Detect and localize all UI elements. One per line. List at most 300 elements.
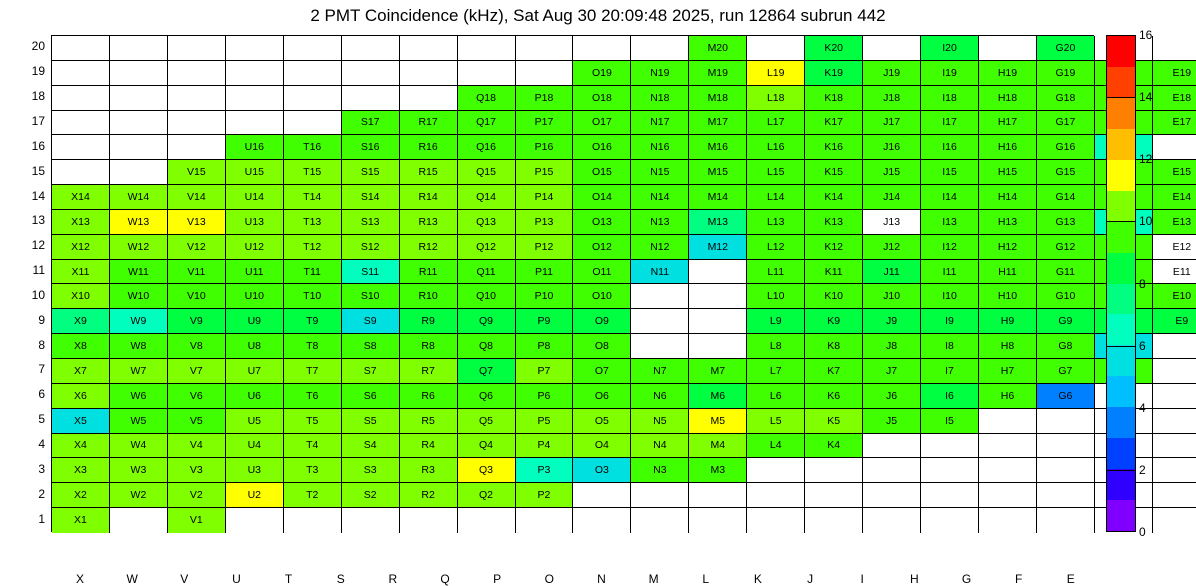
colorbar-tick-label: 4 bbox=[1139, 400, 1146, 415]
heatmap-cell-k5: K5 bbox=[805, 409, 863, 434]
heatmap-cell-i19: I19 bbox=[921, 61, 979, 86]
heatmap-cell-g9: G9 bbox=[1037, 309, 1095, 334]
heatmap-cell-x8: X8 bbox=[52, 334, 110, 359]
heatmap-cell-v1: V1 bbox=[168, 508, 226, 533]
heatmap-cell-n16: N16 bbox=[631, 135, 689, 160]
heatmap-cell-x12: X12 bbox=[52, 235, 110, 260]
heatmap-cell-empty bbox=[168, 61, 226, 86]
heatmap-cell-p8: P8 bbox=[516, 334, 574, 359]
heatmap-cell-k7: K7 bbox=[805, 359, 863, 384]
heatmap-cell-v5: V5 bbox=[168, 409, 226, 434]
heatmap-cell-t13: T13 bbox=[284, 210, 342, 235]
heatmap-cell-empty bbox=[1153, 135, 1196, 160]
heatmap-cell-empty bbox=[747, 508, 805, 533]
heatmap-cell-h14: H14 bbox=[979, 185, 1037, 210]
heatmap-cell-k12: K12 bbox=[805, 235, 863, 260]
heatmap-cell-empty bbox=[805, 483, 863, 508]
heatmap-cell-empty bbox=[979, 434, 1037, 459]
y-axis-tick-label: 18 bbox=[31, 89, 45, 104]
heatmap-cell-v13: V13 bbox=[168, 210, 226, 235]
heatmap-cell-e17: E17 bbox=[1153, 111, 1196, 136]
heatmap-cell-q17: Q17 bbox=[458, 111, 516, 136]
chart-title: 2 PMT Coincidence (kHz), Sat Aug 30 20:09:48 2025, run 12864 subrun 442 bbox=[310, 6, 886, 25]
heatmap-cell-e12: E12 bbox=[1153, 235, 1196, 260]
heatmap-cell-m16: M16 bbox=[689, 135, 747, 160]
y-axis-tick-label: 16 bbox=[31, 138, 45, 153]
heatmap-cell-u14: U14 bbox=[226, 185, 284, 210]
heatmap-cell-empty bbox=[863, 434, 921, 459]
x-axis-tick-label: I bbox=[860, 572, 864, 586]
heatmap-cell-empty bbox=[631, 483, 689, 508]
heatmap-cell-empty bbox=[921, 434, 979, 459]
heatmap-cell-empty bbox=[168, 36, 226, 61]
heatmap-row bbox=[52, 409, 1093, 434]
heatmap-cell-k6: K6 bbox=[805, 384, 863, 409]
heatmap-cell-q14: Q14 bbox=[458, 185, 516, 210]
heatmap-cell-u3: U3 bbox=[226, 458, 284, 483]
heatmap-cell-p14: P14 bbox=[516, 185, 574, 210]
heatmap-cell-n12: N12 bbox=[631, 235, 689, 260]
heatmap-cell-empty bbox=[805, 458, 863, 483]
heatmap-cell-r7: R7 bbox=[400, 359, 458, 384]
x-axis-tick-label: F bbox=[1014, 572, 1023, 586]
heatmap-row bbox=[52, 359, 1093, 384]
heatmap-cell-n17: N17 bbox=[631, 111, 689, 136]
heatmap-cell-k13: K13 bbox=[805, 210, 863, 235]
heatmap-cell-empty bbox=[458, 61, 516, 86]
heatmap-cell-m15: M15 bbox=[689, 160, 747, 185]
heatmap-cell-empty bbox=[52, 86, 110, 111]
heatmap-cell-h8: H8 bbox=[979, 334, 1037, 359]
y-axis-tick-label: 5 bbox=[38, 412, 45, 427]
heatmap-cell-o4: O4 bbox=[573, 434, 631, 459]
heatmap-cell-empty bbox=[110, 61, 168, 86]
heatmap-cell-empty bbox=[921, 508, 979, 533]
heatmap-cell-empty bbox=[400, 86, 458, 111]
heatmap-cell-l7: L7 bbox=[747, 359, 805, 384]
heatmap-cell-e13: E13 bbox=[1153, 210, 1196, 235]
colorbar-segment bbox=[1107, 500, 1135, 531]
heatmap-cell-empty bbox=[631, 309, 689, 334]
heatmap-row bbox=[52, 384, 1093, 409]
colorbar bbox=[1106, 35, 1136, 532]
heatmap-cell-t15: T15 bbox=[284, 160, 342, 185]
y-axis-tick-label: 15 bbox=[31, 163, 45, 178]
heatmap-cell-p17: P17 bbox=[516, 111, 574, 136]
heatmap-cell-t10: T10 bbox=[284, 284, 342, 309]
heatmap-cell-s14: S14 bbox=[342, 185, 400, 210]
heatmap-cell-u6: U6 bbox=[226, 384, 284, 409]
heatmap-cell-s4: S4 bbox=[342, 434, 400, 459]
heatmap-cell-v8: V8 bbox=[168, 334, 226, 359]
heatmap-cell-l17: L17 bbox=[747, 111, 805, 136]
colorbar-tick-label: 6 bbox=[1139, 338, 1146, 353]
heatmap-cell-o19: O19 bbox=[573, 61, 631, 86]
heatmap-cell-o16: O16 bbox=[573, 135, 631, 160]
heatmap-cell-s3: S3 bbox=[342, 458, 400, 483]
heatmap-cell-t2: T2 bbox=[284, 483, 342, 508]
heatmap-cell-q10: Q10 bbox=[458, 284, 516, 309]
heatmap-cell-r2: R2 bbox=[400, 483, 458, 508]
heatmap-cell-j12: J12 bbox=[863, 235, 921, 260]
heatmap-cell-h17: H17 bbox=[979, 111, 1037, 136]
heatmap-cell-n4: N4 bbox=[631, 434, 689, 459]
heatmap-cell-r9: R9 bbox=[400, 309, 458, 334]
heatmap-cell-u13: U13 bbox=[226, 210, 284, 235]
heatmap-cell-empty bbox=[226, 111, 284, 136]
heatmap-cell-u8: U8 bbox=[226, 334, 284, 359]
heatmap-cell-n3: N3 bbox=[631, 458, 689, 483]
heatmap-cell-empty bbox=[342, 86, 400, 111]
heatmap-cell-g20: G20 bbox=[1037, 36, 1095, 61]
heatmap-row bbox=[52, 36, 1093, 61]
colorbar-segment bbox=[1107, 191, 1135, 222]
heatmap-cell-n15: N15 bbox=[631, 160, 689, 185]
x-axis-tick-label: X bbox=[75, 572, 84, 586]
heatmap-cell-empty bbox=[284, 111, 342, 136]
x-axis-tick-label: Q bbox=[440, 572, 450, 586]
heatmap-cell-empty bbox=[168, 135, 226, 160]
heatmap-cell-g14: G14 bbox=[1037, 185, 1095, 210]
heatmap-cell-n6: N6 bbox=[631, 384, 689, 409]
heatmap-cell-x5: X5 bbox=[52, 409, 110, 434]
heatmap-cell-empty bbox=[1037, 508, 1095, 533]
heatmap-cell-m19: M19 bbox=[689, 61, 747, 86]
heatmap-cell-empty bbox=[226, 508, 284, 533]
heatmap-cell-i6: I6 bbox=[921, 384, 979, 409]
heatmap-cell-x2: X2 bbox=[52, 483, 110, 508]
x-axis-tick-label: S bbox=[336, 572, 345, 586]
heatmap-cell-empty bbox=[573, 36, 631, 61]
heatmap-cell-empty bbox=[573, 508, 631, 533]
y-axis-tick-label: 7 bbox=[38, 362, 45, 377]
y-axis-tick-label: 14 bbox=[31, 188, 45, 203]
heatmap-cell-l19: L19 bbox=[747, 61, 805, 86]
heatmap-grid bbox=[51, 35, 1192, 532]
y-axis-tick-label: 1 bbox=[38, 511, 45, 526]
heatmap-cell-empty bbox=[863, 36, 921, 61]
heatmap-cell-t16: T16 bbox=[284, 135, 342, 160]
heatmap-cell-empty bbox=[1153, 334, 1196, 359]
heatmap-cell-o11: O11 bbox=[573, 260, 631, 285]
heatmap-cell-q3: Q3 bbox=[458, 458, 516, 483]
colorbar-tick-label: 10 bbox=[1139, 214, 1153, 229]
heatmap-cell-empty bbox=[400, 508, 458, 533]
heatmap-cell-w2: W2 bbox=[110, 483, 168, 508]
heatmap-cell-h10: H10 bbox=[979, 284, 1037, 309]
heatmap-cell-p3: P3 bbox=[516, 458, 574, 483]
heatmap-plot bbox=[31, 35, 1192, 586]
colorbar-segment bbox=[1107, 407, 1135, 438]
heatmap-cell-h19: H19 bbox=[979, 61, 1037, 86]
heatmap-cell-w4: W4 bbox=[110, 434, 168, 459]
heatmap-cell-o13: O13 bbox=[573, 210, 631, 235]
heatmap-cell-o7: O7 bbox=[573, 359, 631, 384]
heatmap-row bbox=[52, 483, 1093, 508]
heatmap-cell-v14: V14 bbox=[168, 185, 226, 210]
heatmap-cell-empty bbox=[863, 483, 921, 508]
heatmap-cell-v10: V10 bbox=[168, 284, 226, 309]
heatmap-row bbox=[52, 160, 1192, 185]
heatmap-cell-q6: Q6 bbox=[458, 384, 516, 409]
heatmap-cell-i7: I7 bbox=[921, 359, 979, 384]
heatmap-cell-i9: I9 bbox=[921, 309, 979, 334]
heatmap-cell-empty bbox=[979, 36, 1037, 61]
heatmap-cell-e10: E10 bbox=[1153, 284, 1196, 309]
heatmap-cell-q9: Q9 bbox=[458, 309, 516, 334]
heatmap-cell-empty bbox=[458, 36, 516, 61]
heatmap-cell-j8: J8 bbox=[863, 334, 921, 359]
heatmap-cell-empty bbox=[1153, 483, 1196, 508]
y-axis-tick-label: 3 bbox=[38, 461, 45, 476]
heatmap-cell-v15: V15 bbox=[168, 160, 226, 185]
heatmap-cell-j9: J9 bbox=[863, 309, 921, 334]
y-axis-tick-label: 2 bbox=[38, 486, 45, 501]
heatmap-cell-w14: W14 bbox=[110, 185, 168, 210]
heatmap-cell-u4: U4 bbox=[226, 434, 284, 459]
x-axis-tick-label: O bbox=[544, 572, 554, 586]
heatmap-cell-i14: I14 bbox=[921, 185, 979, 210]
heatmap-cell-i17: I17 bbox=[921, 111, 979, 136]
heatmap-cell-s11: S11 bbox=[342, 260, 400, 285]
heatmap-cell-t5: T5 bbox=[284, 409, 342, 434]
heatmap-cell-h13: H13 bbox=[979, 210, 1037, 235]
heatmap-cell-v12: V12 bbox=[168, 235, 226, 260]
x-axis-tick-label: M bbox=[648, 572, 659, 586]
heatmap-cell-h16: H16 bbox=[979, 135, 1037, 160]
x-axis-tick-label: G bbox=[961, 572, 972, 586]
heatmap-cell-m14: M14 bbox=[689, 185, 747, 210]
x-axis-tick-label: N bbox=[597, 572, 606, 586]
heatmap-cell-j17: J17 bbox=[863, 111, 921, 136]
heatmap-cell-q18: Q18 bbox=[458, 86, 516, 111]
heatmap-cell-t12: T12 bbox=[284, 235, 342, 260]
heatmap-cell-r10: R10 bbox=[400, 284, 458, 309]
heatmap-cell-t11: T11 bbox=[284, 260, 342, 285]
heatmap-cell-empty bbox=[689, 483, 747, 508]
colorbar-segment bbox=[1107, 314, 1135, 345]
heatmap-cell-empty bbox=[342, 36, 400, 61]
colorbar-segment bbox=[1107, 345, 1135, 376]
heatmap-cell-empty bbox=[284, 86, 342, 111]
heatmap-cell-empty bbox=[747, 458, 805, 483]
heatmap-cell-q12: Q12 bbox=[458, 235, 516, 260]
heatmap-cell-s12: S12 bbox=[342, 235, 400, 260]
heatmap-cell-p5: P5 bbox=[516, 409, 574, 434]
heatmap-cell-empty bbox=[342, 508, 400, 533]
colorbar-segment bbox=[1107, 98, 1135, 129]
colorbar-tick-label: 8 bbox=[1139, 276, 1146, 291]
heatmap-cell-w5: W5 bbox=[110, 409, 168, 434]
heatmap-cell-empty bbox=[1153, 36, 1196, 61]
heatmap-cell-p15: P15 bbox=[516, 160, 574, 185]
heatmap-cell-empty bbox=[1153, 359, 1196, 384]
heatmap-cell-m17: M17 bbox=[689, 111, 747, 136]
heatmap-cell-k9: K9 bbox=[805, 309, 863, 334]
heatmap-cell-l14: L14 bbox=[747, 185, 805, 210]
heatmap-cell-q15: Q15 bbox=[458, 160, 516, 185]
heatmap-cell-l12: L12 bbox=[747, 235, 805, 260]
heatmap-row bbox=[52, 434, 1093, 459]
heatmap-cell-g6: G6 bbox=[1037, 384, 1095, 409]
heatmap-cell-l8: L8 bbox=[747, 334, 805, 359]
heatmap-cell-o9: O9 bbox=[573, 309, 631, 334]
heatmap-cell-u9: U9 bbox=[226, 309, 284, 334]
heatmap-cell-j15: J15 bbox=[863, 160, 921, 185]
heatmap-cell-u16: U16 bbox=[226, 135, 284, 160]
heatmap-cell-x14: X14 bbox=[52, 185, 110, 210]
heatmap-cell-empty bbox=[342, 61, 400, 86]
heatmap-cell-w9: W9 bbox=[110, 309, 168, 334]
heatmap-cell-l16: L16 bbox=[747, 135, 805, 160]
heatmap-cell-empty bbox=[110, 36, 168, 61]
heatmap-cell-r13: R13 bbox=[400, 210, 458, 235]
heatmap-cell-o5: O5 bbox=[573, 409, 631, 434]
heatmap-cell-l9: L9 bbox=[747, 309, 805, 334]
heatmap-cell-empty bbox=[1037, 434, 1095, 459]
heatmap-cell-r6: R6 bbox=[400, 384, 458, 409]
heatmap-cell-empty bbox=[110, 86, 168, 111]
heatmap-cell-g11: G11 bbox=[1037, 260, 1095, 285]
heatmap-cell-o8: O8 bbox=[573, 334, 631, 359]
heatmap-cell-t14: T14 bbox=[284, 185, 342, 210]
y-axis-tick-label: 13 bbox=[31, 213, 45, 228]
heatmap-cell-w7: W7 bbox=[110, 359, 168, 384]
heatmap-cell-s16: S16 bbox=[342, 135, 400, 160]
heatmap-cell-empty bbox=[631, 334, 689, 359]
heatmap-cell-empty bbox=[52, 135, 110, 160]
heatmap-cell-empty bbox=[226, 86, 284, 111]
colorbar-tick-label: 14 bbox=[1139, 90, 1153, 105]
heatmap-cell-empty bbox=[631, 508, 689, 533]
heatmap-cell-i18: I18 bbox=[921, 86, 979, 111]
colorbar-segment bbox=[1107, 469, 1135, 500]
y-axis-tick-label: 9 bbox=[38, 312, 45, 327]
heatmap-cell-g10: G10 bbox=[1037, 284, 1095, 309]
heatmap-cell-empty bbox=[1153, 434, 1196, 459]
x-axis-tick-label: E bbox=[1066, 572, 1075, 586]
heatmap-cell-s7: S7 bbox=[342, 359, 400, 384]
heatmap-cell-v2: V2 bbox=[168, 483, 226, 508]
heatmap-cell-m6: M6 bbox=[689, 384, 747, 409]
heatmap-cell-h15: H15 bbox=[979, 160, 1037, 185]
heatmap-cell-l18: L18 bbox=[747, 86, 805, 111]
heatmap-cell-empty bbox=[979, 508, 1037, 533]
heatmap-cell-k14: K14 bbox=[805, 185, 863, 210]
heatmap-cell-m12: M12 bbox=[689, 235, 747, 260]
heatmap-cell-q4: Q4 bbox=[458, 434, 516, 459]
heatmap-row bbox=[52, 508, 1093, 533]
heatmap-cell-s17: S17 bbox=[342, 111, 400, 136]
heatmap-cell-empty bbox=[1153, 508, 1196, 533]
heatmap-cell-x3: X3 bbox=[52, 458, 110, 483]
heatmap-cell-h9: H9 bbox=[979, 309, 1037, 334]
heatmap-cell-w11: W11 bbox=[110, 260, 168, 285]
heatmap-cell-o6: O6 bbox=[573, 384, 631, 409]
heatmap-cell-i11: I11 bbox=[921, 260, 979, 285]
heatmap-cell-empty bbox=[110, 508, 168, 533]
heatmap-cell-s13: S13 bbox=[342, 210, 400, 235]
heatmap-cell-empty bbox=[979, 483, 1037, 508]
heatmap-cell-o3: O3 bbox=[573, 458, 631, 483]
heatmap-cell-n19: N19 bbox=[631, 61, 689, 86]
heatmap-cell-m7: M7 bbox=[689, 359, 747, 384]
heatmap-cell-g7: G7 bbox=[1037, 359, 1095, 384]
heatmap-cell-e14: E14 bbox=[1153, 185, 1196, 210]
heatmap-cell-i20: I20 bbox=[921, 36, 979, 61]
heatmap-cell-l10: L10 bbox=[747, 284, 805, 309]
heatmap-cell-l15: L15 bbox=[747, 160, 805, 185]
y-axis-tick-label: 6 bbox=[38, 387, 45, 402]
heatmap-cell-empty bbox=[1153, 409, 1196, 434]
heatmap-cell-j18: J18 bbox=[863, 86, 921, 111]
heatmap-cell-v9: V9 bbox=[168, 309, 226, 334]
heatmap-cell-r4: R4 bbox=[400, 434, 458, 459]
heatmap-cell-j14: J14 bbox=[863, 185, 921, 210]
heatmap-cell-empty bbox=[110, 135, 168, 160]
heatmap-row bbox=[52, 61, 1192, 86]
heatmap-cell-e11: E11 bbox=[1153, 260, 1196, 285]
heatmap-cell-j6: J6 bbox=[863, 384, 921, 409]
heatmap-cell-v3: V3 bbox=[168, 458, 226, 483]
colorbar-tick-mark bbox=[1106, 470, 1136, 471]
heatmap-cell-p12: P12 bbox=[516, 235, 574, 260]
heatmap-cell-i5: I5 bbox=[921, 409, 979, 434]
heatmap-cell-j5: J5 bbox=[863, 409, 921, 434]
y-axis-tick-label: 20 bbox=[31, 39, 45, 54]
heatmap-cell-e19: E19 bbox=[1153, 61, 1196, 86]
heatmap-cell-j13: J13 bbox=[863, 210, 921, 235]
heatmap-cell-v7: V7 bbox=[168, 359, 226, 384]
heatmap-cell-o18: O18 bbox=[573, 86, 631, 111]
heatmap-cell-g18: G18 bbox=[1037, 86, 1095, 111]
heatmap-cell-empty bbox=[284, 61, 342, 86]
heatmap-cell-empty bbox=[689, 334, 747, 359]
colorbar-tick-label: 0 bbox=[1139, 525, 1146, 539]
y-axis-tick-label: 17 bbox=[31, 113, 45, 128]
heatmap-cell-empty bbox=[52, 111, 110, 136]
heatmap-cell-t9: T9 bbox=[284, 309, 342, 334]
heatmap-row bbox=[52, 458, 1093, 483]
heatmap-cell-i13: I13 bbox=[921, 210, 979, 235]
heatmap-cell-empty bbox=[400, 36, 458, 61]
heatmap-cell-q13: Q13 bbox=[458, 210, 516, 235]
colorbar-tick-mark bbox=[1106, 346, 1136, 347]
heatmap-cell-g13: G13 bbox=[1037, 210, 1095, 235]
heatmap-cell-x7: X7 bbox=[52, 359, 110, 384]
heatmap-cell-j7: J7 bbox=[863, 359, 921, 384]
x-axis-tick-label: J bbox=[807, 572, 814, 586]
heatmap-row bbox=[52, 235, 1192, 260]
heatmap-cell-r11: R11 bbox=[400, 260, 458, 285]
heatmap-cell-empty bbox=[863, 508, 921, 533]
heatmap-cell-empty bbox=[1037, 409, 1095, 434]
heatmap-cell-v6: V6 bbox=[168, 384, 226, 409]
heatmap-cell-l11: L11 bbox=[747, 260, 805, 285]
heatmap-cell-j16: J16 bbox=[863, 135, 921, 160]
heatmap-cell-empty bbox=[52, 61, 110, 86]
heatmap-cell-m3: M3 bbox=[689, 458, 747, 483]
heatmap-cell-u10: U10 bbox=[226, 284, 284, 309]
heatmap-cell-u2: U2 bbox=[226, 483, 284, 508]
heatmap-cell-l4: L4 bbox=[747, 434, 805, 459]
heatmap-cell-empty bbox=[689, 284, 747, 309]
heatmap-cell-empty bbox=[573, 483, 631, 508]
heatmap-cell-x11: X11 bbox=[52, 260, 110, 285]
heatmap-cell-m13: M13 bbox=[689, 210, 747, 235]
heatmap-cell-s15: S15 bbox=[342, 160, 400, 185]
y-axis-tick-label: 19 bbox=[31, 64, 45, 79]
